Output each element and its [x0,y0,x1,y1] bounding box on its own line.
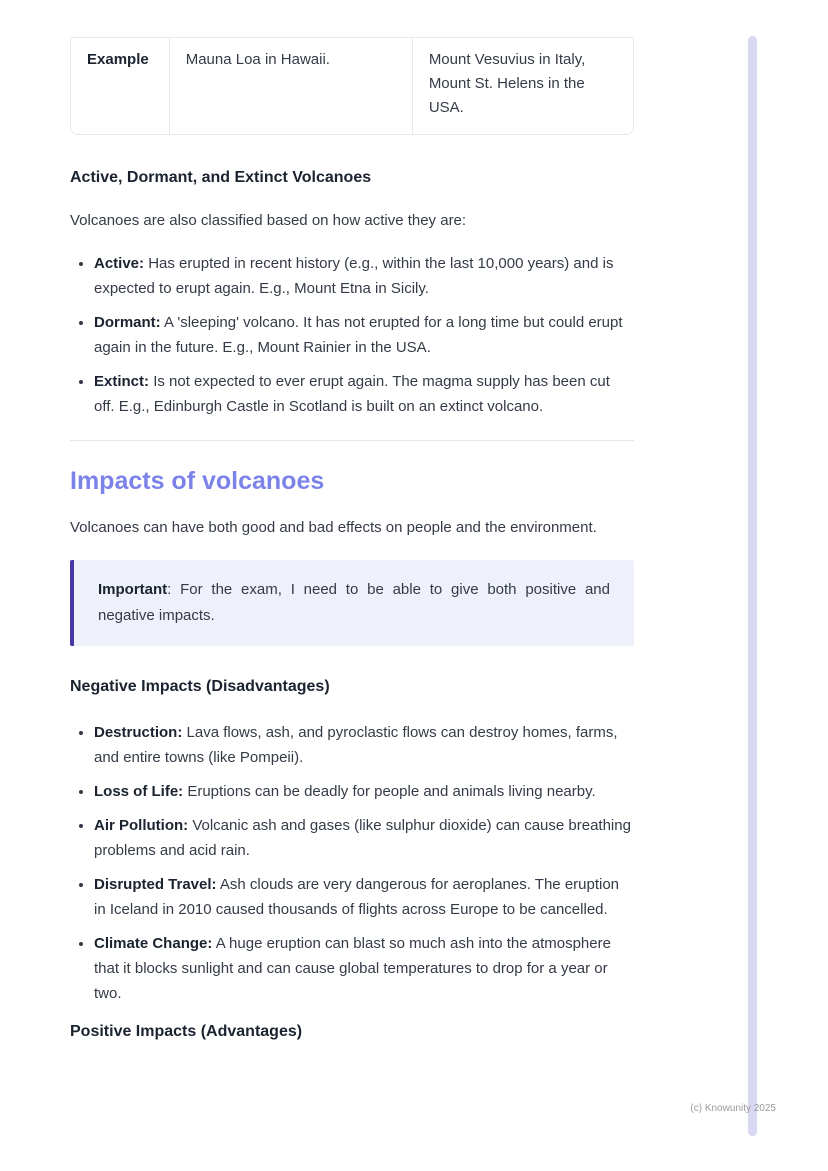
negative-impacts-list [70,720,634,1006]
impacts-intro: Volcanoes can have both good and bad effects on people and the environment. [70,519,597,536]
heading-active-dormant-extinct: Active, Dormant, and Extinct Volcanoes [70,169,372,186]
bullet-term: Destruction: [94,724,183,741]
table-cell-composite-example: Mount Vesuvius in Italy, Mount St. Helens in the USA. [412,38,633,134]
table-cell-shield-example: Mauna Loa in Hawaii. [169,38,412,134]
heading-positive-impacts: Positive Impacts (Advantages) [70,1023,303,1040]
list-item-dormant [94,310,634,360]
bullet-term: Extinct: [94,373,150,390]
page-side-strip [748,36,757,1136]
list-item-disrupted-travel [94,872,634,922]
copyright: (c) Knowunity 2025 [690,1103,776,1114]
bullet-text: Ash clouds are very dangerous for aeroplanes. The eruption in Iceland in 2010 caused thousands of flights across Europe to be cancelled. [94,876,620,918]
bullet-text: Lava flows, ash, and pyroclastic flows can destroy homes, farms, and entire towns (like Pompeii). [94,724,618,766]
bullet-term: Climate Change: [94,935,213,952]
bullet-term: Disrupted Travel: [94,876,217,893]
callout-text [98,577,610,629]
list-item-climate-change [94,931,634,1006]
bullet-term: Active: [94,255,145,272]
bullet-text: Eruptions can be deadly for people and animals living nearby. [187,783,596,800]
bullet-term: Air Pollution: [94,817,189,834]
classification-intro: Volcanoes are also classified based on how active they are: [70,212,467,229]
callout-body: : For the exam, I need to be able to give both positive and negative impacts. [98,581,610,624]
bullet-text: Has erupted in recent history (e.g., within the last 10,000 years) and is expected to erupt again. E.g., Mount Etna in Sicily. [94,255,614,297]
table-cell-example-label: Example [87,51,149,68]
bullet-text: Volcanic ash and gases (like sulphur dioxide) can cause breathing problems and acid rain. [94,817,631,859]
list-item-extinct [94,369,634,419]
classification-list [70,251,634,419]
list-item-air-pollution [94,813,634,863]
list-item-destruction [94,720,634,770]
list-item-active [94,251,634,301]
bullet-text: A huge eruption can blast so much ash into the atmosphere that it blocks sunlight and can cause global temperatures to drop for a year or two. [94,935,611,1002]
bullet-term: Loss of Life: [94,783,184,800]
section-divider [70,440,634,441]
bullet-term: Dormant: [94,314,161,331]
list-item-loss-of-life [94,779,634,804]
bullet-text: A 'sleeping' volcano. It has not erupted for a long time but could erupt again in the future. E.g., Mount Rainier in the USA. [94,314,623,356]
important-callout [70,560,634,646]
callout-term: Important [98,581,168,598]
heading-impacts-of-volcanoes: Impacts of volcanoes [70,467,325,495]
heading-negative-impacts: Negative Impacts (Disadvantages) [70,678,330,695]
document-content [70,37,634,1042]
bullet-text: Is not expected to ever erupt again. The magma supply has been cut off. E.g., Edinburgh Castle in Scotland is built on an extinct volcano. [94,373,610,415]
volcano-comparison-table [70,37,634,135]
